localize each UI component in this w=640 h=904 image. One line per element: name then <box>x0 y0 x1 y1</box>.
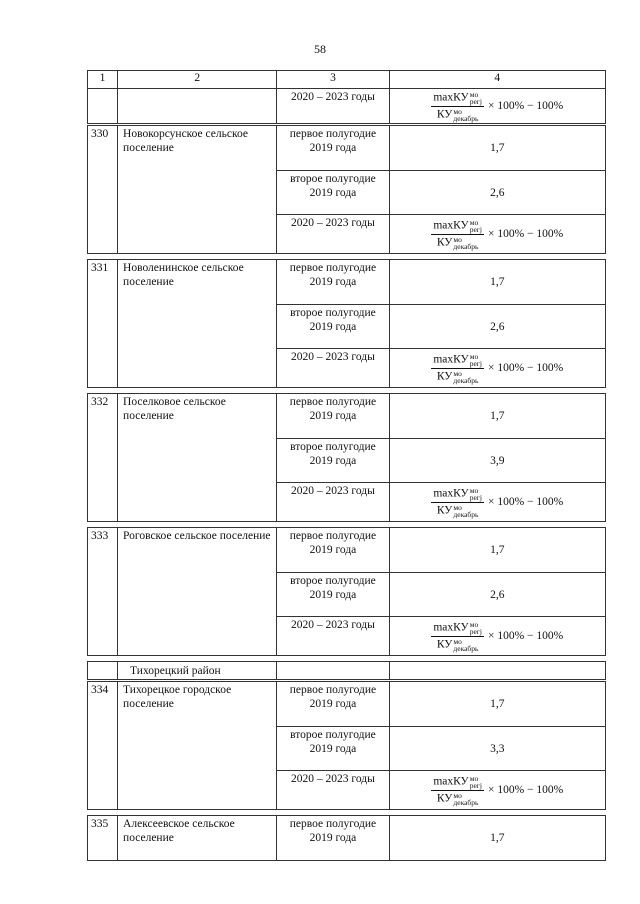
fraction <box>431 487 484 518</box>
settlement-name: Новокорсунское сельское поселение <box>118 126 277 254</box>
period-cell: первое полугодие 2019 года <box>277 126 389 171</box>
denominator-superscript: мо <box>453 502 462 512</box>
fraction <box>431 91 484 122</box>
name-cell <box>118 89 277 124</box>
formula <box>431 773 564 807</box>
fraction <box>431 353 484 384</box>
fraction-numerator <box>431 91 484 107</box>
value-cell: 2,6 <box>389 573 605 617</box>
denominator-base: КУ <box>436 236 453 249</box>
formula <box>431 89 564 123</box>
numerator-base: maxКУ <box>433 487 469 500</box>
numerator-subscript: регj <box>469 96 482 106</box>
period-cell: первое полугодие 2019 года <box>277 816 389 861</box>
value-cell: 1,7 <box>389 394 605 439</box>
value-cell <box>389 662 605 680</box>
fraction-numerator <box>431 353 484 369</box>
denominator-base: КУ <box>436 108 453 121</box>
value-cell: 1,7 <box>389 682 605 727</box>
period-cell: 2020 – 2023 годы <box>277 215 389 254</box>
formula-expression <box>431 621 563 652</box>
number-cell <box>88 89 118 124</box>
row-number: 332 <box>88 394 118 522</box>
denominator-base: КУ <box>436 504 453 517</box>
page-number: 58 <box>314 42 326 56</box>
denominator-superscript: мо <box>453 790 462 800</box>
table-row <box>88 89 606 124</box>
denominator-superscript: мо <box>453 106 462 116</box>
number-cell <box>88 662 118 680</box>
formula-expression <box>431 775 563 806</box>
period-cell: первое полугодие 2019 года <box>277 682 389 727</box>
formula-cell <box>389 215 605 254</box>
formula-expression <box>431 487 563 518</box>
table-row <box>88 126 606 171</box>
numerator-base: maxКУ <box>433 621 469 634</box>
table-row <box>88 260 606 305</box>
period-cell: 2020 – 2023 годы <box>277 483 389 522</box>
period-cell: первое полугодие 2019 года <box>277 260 389 305</box>
period-cell <box>277 662 389 680</box>
fraction <box>431 621 484 652</box>
formula-tail: × 100% − 100% <box>487 100 564 113</box>
formula-expression <box>431 91 563 122</box>
numerator-base: maxКУ <box>433 775 469 788</box>
fraction-denominator <box>435 107 481 122</box>
numerator-subscript: регj <box>469 358 482 368</box>
header-col-1: 1 <box>88 71 118 89</box>
value-cell: 1,7 <box>389 816 605 861</box>
denominator-base: КУ <box>436 792 453 805</box>
table-row <box>88 682 606 727</box>
header-col-4: 4 <box>389 71 605 89</box>
formula-expression <box>431 353 563 384</box>
row-number: 333 <box>88 528 118 656</box>
numerator-superscript: мо <box>469 351 479 361</box>
table-row <box>88 394 606 439</box>
numerator-subscript: регj <box>469 626 482 636</box>
period-cell: 2020 – 2023 годы <box>277 771 389 810</box>
period-cell: второе полугодие 2019 года <box>277 439 389 483</box>
fraction-denominator <box>435 791 481 806</box>
denominator-subscript: декабрь <box>453 643 479 653</box>
denominator-subscript: декабрь <box>453 375 479 385</box>
formula-tail: × 100% − 100% <box>487 496 564 509</box>
period-cell: второе полугодие 2019 года <box>277 573 389 617</box>
numerator-superscript: мо <box>469 485 479 495</box>
fraction-numerator <box>431 487 484 503</box>
denominator-base: КУ <box>436 638 453 651</box>
fraction-denominator <box>435 235 481 250</box>
settlement-name: Роговское сельское поселение <box>118 528 277 656</box>
denominator-subscript: декабрь <box>453 797 479 807</box>
fraction-denominator <box>435 637 481 652</box>
period-cell: второе полугодие 2019 года <box>277 305 389 349</box>
settlement-name: Поселковое сельское поселение <box>118 394 277 522</box>
value-cell: 1,7 <box>389 126 605 171</box>
numerator-subscript: регj <box>469 224 482 234</box>
header-col-2: 2 <box>118 71 277 89</box>
settlement-name: Тихорецкое городское поселение <box>118 682 277 810</box>
header-col-3: 3 <box>277 71 389 89</box>
numerator-subscript: регj <box>469 780 482 790</box>
numerator-superscript: мо <box>469 217 479 227</box>
fraction-numerator <box>431 621 484 637</box>
denominator-base: КУ <box>436 370 453 383</box>
formula-cell <box>389 89 605 124</box>
row-number: 330 <box>88 126 118 254</box>
denominator-subscript: декабрь <box>453 509 479 519</box>
value-cell: 3,9 <box>389 439 605 483</box>
table-row <box>88 816 606 861</box>
formula-tail: × 100% − 100% <box>487 630 564 643</box>
district-name: Тихорецкий район <box>118 662 277 680</box>
settlement-name: Новоленинское сельское поселение <box>118 260 277 388</box>
fraction-denominator <box>435 369 481 384</box>
district-row <box>88 662 606 680</box>
numerator-base: maxКУ <box>433 91 469 104</box>
table-row <box>88 528 606 573</box>
formula <box>431 217 564 251</box>
header-row <box>88 71 606 89</box>
row-number: 331 <box>88 260 118 388</box>
formula-cell <box>389 349 605 388</box>
numerator-superscript: мо <box>469 89 479 99</box>
formula <box>431 351 564 385</box>
value-cell: 3,3 <box>389 727 605 771</box>
denominator-superscript: мо <box>453 368 462 378</box>
formula-cell <box>389 483 605 522</box>
numerator-subscript: регj <box>469 492 482 502</box>
formula-tail: × 100% − 100% <box>487 362 564 375</box>
row-number: 334 <box>88 682 118 810</box>
period-cell: второе полугодие 2019 года <box>277 171 389 215</box>
fraction-numerator <box>431 219 484 235</box>
formula <box>431 619 564 653</box>
formula <box>431 485 564 519</box>
formula-tail: × 100% − 100% <box>487 784 564 797</box>
row-number: 335 <box>88 816 118 861</box>
period-cell: 2020 – 2023 годы <box>277 89 389 124</box>
value-cell: 2,6 <box>389 305 605 349</box>
data-table <box>87 70 606 861</box>
value-cell: 1,7 <box>389 528 605 573</box>
denominator-subscript: декабрь <box>453 241 479 251</box>
numerator-base: maxКУ <box>433 219 469 232</box>
fraction-numerator <box>431 775 484 791</box>
numerator-superscript: мо <box>469 619 479 629</box>
formula-cell <box>389 617 605 656</box>
formula-cell <box>389 771 605 810</box>
period-cell: первое полугодие 2019 года <box>277 394 389 439</box>
formula-expression <box>431 219 563 250</box>
period-cell: 2020 – 2023 годы <box>277 349 389 388</box>
value-cell: 1,7 <box>389 260 605 305</box>
period-cell: первое полугодие 2019 года <box>277 528 389 573</box>
denominator-superscript: мо <box>453 636 462 646</box>
denominator-superscript: мо <box>453 234 462 244</box>
denominator-subscript: декабрь <box>453 113 479 123</box>
period-cell: 2020 – 2023 годы <box>277 617 389 656</box>
fraction <box>431 219 484 250</box>
value-cell: 2,6 <box>389 171 605 215</box>
settlement-name: Алексеевское сельское поселение <box>118 816 277 861</box>
numerator-base: maxКУ <box>433 353 469 366</box>
period-cell: второе полугодие 2019 года <box>277 727 389 771</box>
fraction-denominator <box>435 503 481 518</box>
formula-tail: × 100% − 100% <box>487 228 564 241</box>
fraction <box>431 775 484 806</box>
numerator-superscript: мо <box>469 773 479 783</box>
